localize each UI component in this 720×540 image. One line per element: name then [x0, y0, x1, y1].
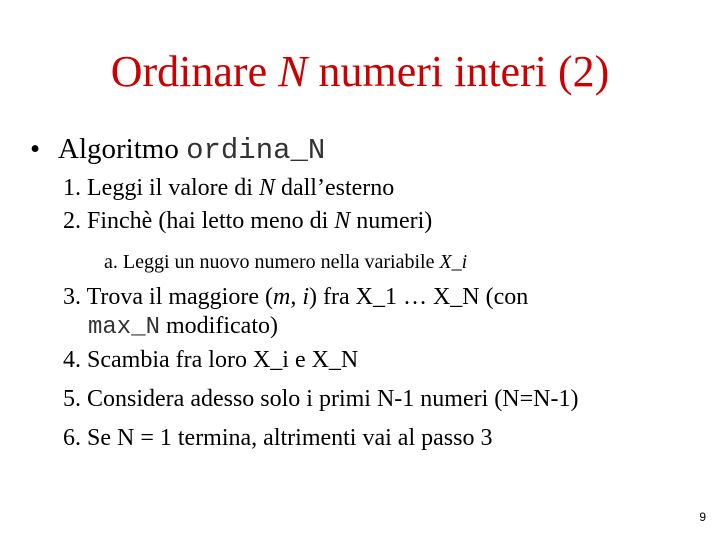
step-6: 6. Se N = 1 termina, altrimenti vai al passo 3: [63, 425, 493, 451]
step-5: 5. Considera adesso solo i primi N-1 numeri (N=N-1): [63, 386, 579, 412]
bullet-label: Algoritmo: [58, 133, 187, 165]
step-2a-var: X_i: [439, 251, 468, 273]
step-2-text-a: 2. Finchè (hai letto meno di: [63, 208, 335, 234]
step-3-var-m: m: [273, 284, 291, 310]
step-1: [63, 173, 394, 203]
title-variable-n: N: [278, 47, 308, 96]
algorithm-bullet: [30, 131, 325, 169]
step-3-text-b: ) fra X_1 … X_N (con: [309, 284, 529, 310]
step-3-comma: ,: [290, 284, 303, 310]
step-4: 4. Scambia fra loro X_i e X_N: [63, 347, 359, 373]
step-3: [63, 282, 528, 312]
step-3-code: max_N: [88, 314, 161, 341]
step-1-var: N: [258, 175, 275, 201]
step-3-text-a: 3. Trova il maggiore (: [63, 284, 273, 310]
slide-title: [0, 46, 720, 98]
step-1-text-b: dall’esterno: [274, 175, 395, 201]
step-2: [63, 206, 432, 236]
step-1-text-a: 1. Leggi il valore di: [63, 175, 259, 201]
step-2-var: N: [334, 208, 351, 234]
algorithm-name-code: ordina_N: [186, 134, 326, 167]
page-number: 9: [699, 510, 706, 524]
step-3-line2-text: modificato): [160, 313, 278, 339]
step-2-text-b: numeri): [350, 208, 433, 234]
bullet-marker: •: [30, 133, 41, 165]
title-text-start: Ordinare: [110, 47, 279, 96]
title-text-end: numeri interi (2): [307, 47, 610, 96]
step-3-var-i: i: [302, 284, 310, 310]
step-2a: [104, 249, 467, 275]
step-2a-text: a. Leggi un nuovo numero nella variabile: [104, 251, 440, 273]
step-3-continuation: [88, 311, 278, 343]
